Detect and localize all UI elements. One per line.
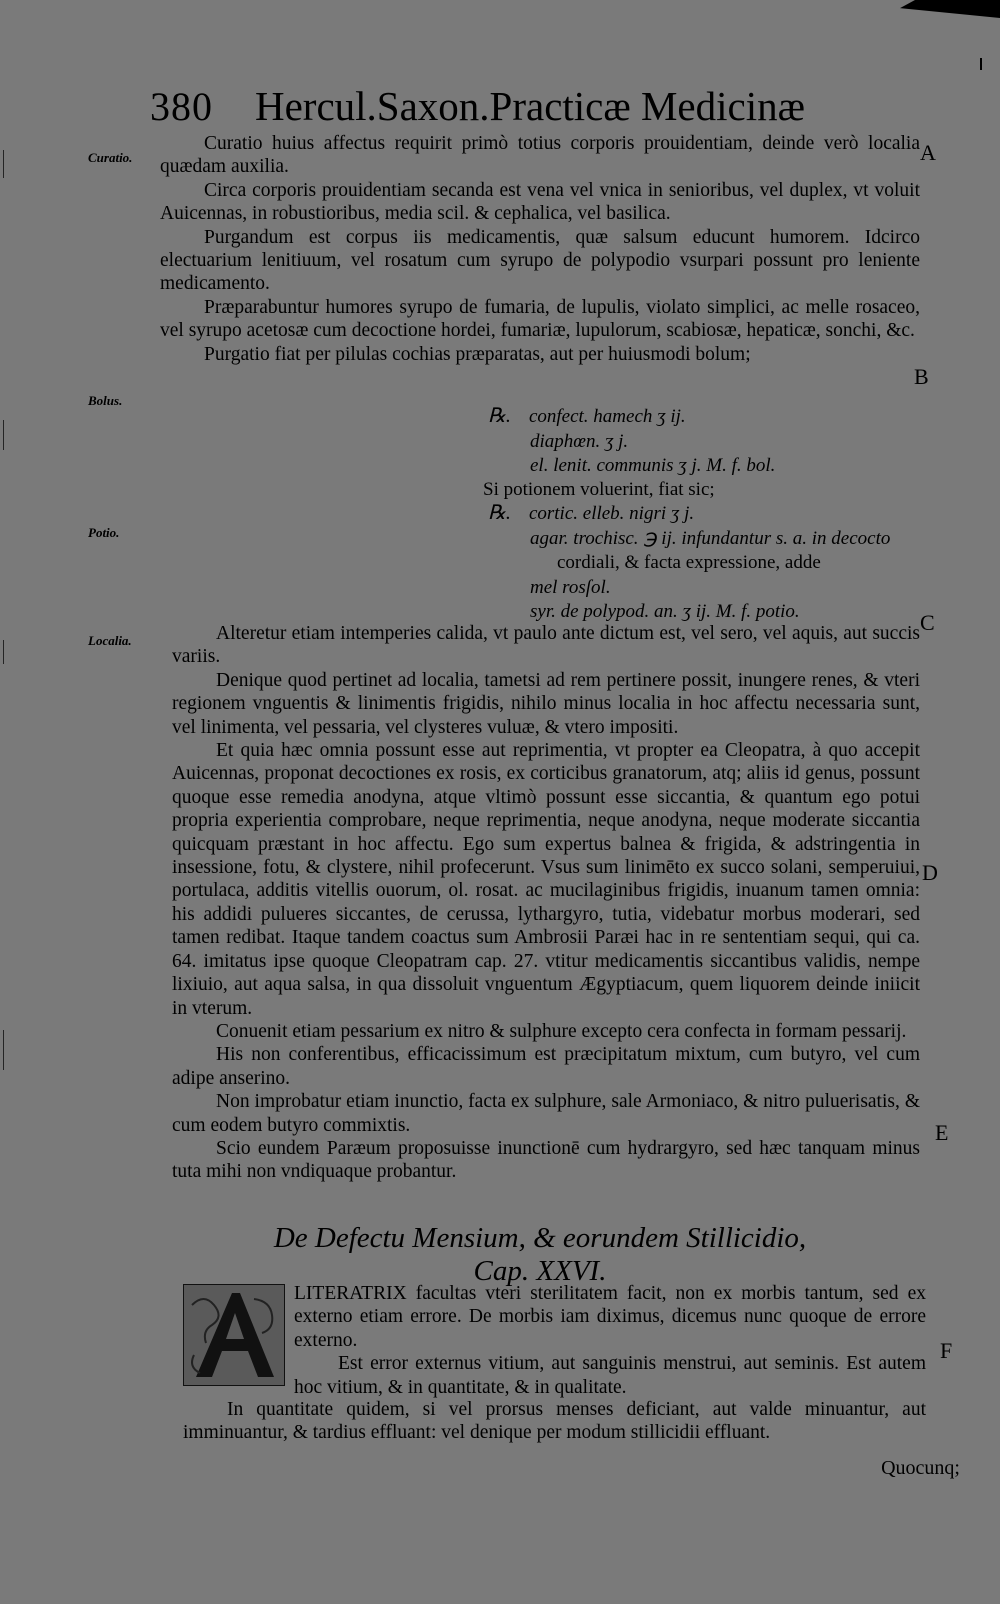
paragraph: Est error externus vitium, aut sanguinis menstrui, aut seminis. Est autem hoc vitium, & in quantitate, & in qualitate. [294, 1353, 926, 1398]
binding-line [3, 640, 4, 664]
recipe-line [488, 405, 686, 428]
recipe-ingredient: el. lenit. communis ʒ j. M. f. bol. [530, 455, 776, 476]
margin-note-curatio: Curatio. [88, 150, 133, 165]
recipe-intro: Si potionem voluerint, fiat sic; [483, 479, 715, 500]
binding-line [3, 1030, 4, 1070]
text-block-intro [294, 1282, 926, 1399]
recipe-symbol: ℞. [488, 405, 511, 427]
recipe-line [557, 551, 821, 574]
section-letter-a: A [920, 140, 936, 165]
chapter-title: De Defectu Mensium, & eorundem Stillicidio, [273, 1222, 807, 1254]
recipe-ingredient: agar. trochisc. ℈ ij. infundantur s. a. in decocto [530, 528, 891, 549]
recipe-line [530, 430, 628, 453]
paragraph: Alteretur etiam intemperies calida, vt paulo ante dictum est, vel sero, vel aquis, aut succis variis. [172, 623, 920, 668]
paragraph: Conuenit etiam pessarium ex nitro & sulphure excepto cera confecta in formam pessarij. [216, 1020, 907, 1042]
text-block-quantitate [183, 1398, 926, 1445]
binding-line [3, 420, 4, 450]
page-number: 380 [150, 84, 213, 129]
recipe-ingredient: mel rosſol. [530, 577, 611, 598]
text-block-curatio [160, 132, 920, 366]
margin-note-localia: Localia. [88, 633, 132, 648]
recipe-ingredient: diaphœn. ʒ j. [530, 431, 629, 452]
margin-note-potio: Potio. [88, 525, 120, 540]
paragraph: In quantitate quidem, si vel prorsus menses deficiant, aut valde minuantur, aut imminuantur, & tardius effluant: vel denique per modum stillicidii effluant. [183, 1399, 926, 1444]
initial-ornament-icon [184, 1285, 284, 1385]
paragraph: Purgatio fiat per pilulas cochias præparatas, aut per huiusmodi bolum; [204, 343, 751, 365]
paragraph: Præparabuntur humores syrupo de fumaria, de lupulis, violato simplici, ac melle rosaceo, vel syrupo acetosæ cum decoctione hordei, fumariæ, lupulorum, scabiosæ, hepaticæ, sonchi, &c. [160, 296, 920, 342]
section-letter-e: E [935, 1120, 949, 1145]
recipe-line [488, 502, 694, 525]
binding-line [3, 150, 4, 178]
recipe-ingredient: syr. de polypod. an. ʒ ij. M. f. potio. [530, 601, 800, 622]
paragraph: Circa corporis prouidentiam secanda est vena vel vnica in senioribus, vel duplex, vt voluit Auicennas, in robustioribus, media scil. & cephalica, vel basilica. [160, 179, 920, 225]
catchword: Quocunq; [881, 1457, 960, 1479]
recipe-ingredient: confect. hamech ʒ ij. [528, 406, 686, 427]
decorated-initial [183, 1284, 285, 1386]
recipe-line [530, 600, 800, 623]
paragraph: His non conferentibus, efficacissimum est præcipitatum mixtum, cum butyro, vel cum adipe anserino. [172, 1044, 920, 1089]
paragraph: Denique quod pertinet ad localia, tametsi ad rem pertinere possit, inungere renes, & vteri regionem vnguentis & linimentis frigidis, nihilo minus localia in hoc affectu necessaria sunt, vel linimenta, vel pessaria, vel clysteres vuluæ, & vtero impositi. [172, 669, 920, 738]
page-corner-tab [900, 0, 1000, 18]
margin-tick [980, 58, 982, 70]
chapter-number: Cap. XXVI. [473, 1255, 607, 1287]
recipe-line [530, 576, 611, 599]
recipe-line [530, 527, 890, 550]
page-header [150, 82, 805, 130]
section-letter-c: C [920, 610, 935, 635]
margin-note-bolus: Bolus. [88, 393, 123, 408]
recipe-instruction: cordiali, & facta expressione, adde [557, 552, 821, 573]
running-title: Hercul.Saxon.Practicæ Medicinæ [255, 83, 805, 129]
paragraph: Purgandum est corpus iis medicamentis, quæ salsum educunt humorem. Idcirco electuarium lenitiuum, vel rosatum cum syrupo de polypodio vsurpari possunt pro leniente medicamento. [160, 226, 920, 295]
section-letter-f: F [940, 1338, 953, 1363]
section-letter-d: D [922, 860, 938, 885]
recipe-symbol: ℞. [488, 502, 511, 524]
paragraph: Non improbatur etiam inunctio, facta ex sulphure, sale Armoniaco, & nitro puluerisatis, & cum eodem butyro commixtis. [172, 1091, 920, 1136]
text-block-localia [172, 622, 920, 1184]
recipe-ingredient: cortic. elleb. nigri ʒ j. [528, 503, 695, 524]
paragraph: Scio eundem Paræum proposuisse inunctionē cum hydrargyro, sed hæc tanquam minus tuta mihi non vndiquaque probantur. [172, 1137, 920, 1183]
paragraph: LITERATRIX facultas vteri sterilitatem facit, non ex morbis tantum, sed ex externo etiam errore. De morbis iam diximus, dicemus nunc quoque de errore externo. [294, 1283, 926, 1351]
section-letter-b: B [914, 364, 929, 389]
paragraph: Et quia hæc omnia possunt esse aut reprimentia, vt propter ea Cleopatra, à quo accepit Auicennas, proponat decoctiones ex rosis, ex corticibus granatorum, atq; aliis id genus, possunt quoque esse remedia anodyna, atque vltimò possunt esse siccantia, & quantum ego potui propria experientia comprobare, neque reprimentia, neque anodyna, neque moderate siccantia quicquam præstant in hoc affectu. Ego sum expertus balnea & frigida, & adstringentia in insessione, fotu, & clystere, nihil profecerunt. Vsus sum linimēto ex succo solani, semperuiui, portulaca, additis vitellis ouorum, ol. rosat. ac mucilaginibus frigidis, inuanum tamen omnia: his addidi pulueres siccantes, de cerussa, lythargyro, tutia, videbatur morbus moderari, sed tamen redibat. Itaque tandem coactus sum Ambrosii Paræi hac in re sententiam sequi, qui ca. 64. imitatus ipse quoque Cleopatram cap. 27. vtitur medicamentis siccantibus validis, nempe lixiuio, aut aqua salsa, in qua dissoluit vnguentum Ægyptiacum, quem liquorem deinde iniicit in vterum. [172, 740, 920, 1019]
recipe-line [530, 454, 775, 477]
paragraph: Curatio huius affectus requirit primò totius corporis prouidentiam, deinde verò localia quædam auxilia. [160, 133, 920, 178]
